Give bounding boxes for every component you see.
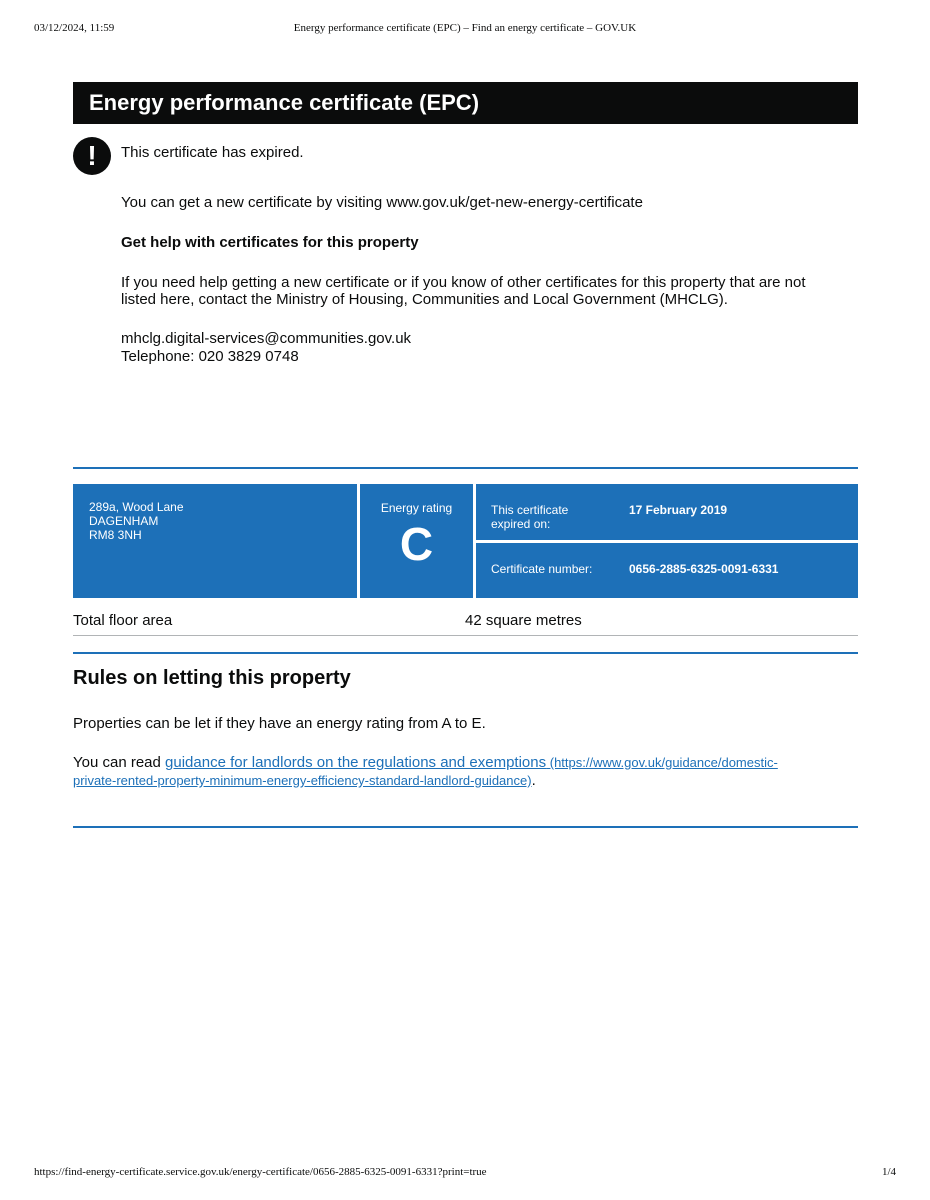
- letting-intro: Properties can be let if they have an energy rating from A to E.: [73, 715, 486, 732]
- guidance-link-url: private-rented-property-minimum-energy-efficiency-standard-landlord-guidance): [73, 773, 532, 788]
- floor-area-value: 42 square metres: [465, 612, 582, 629]
- expired-warning-text: This certificate has expired.: [121, 144, 304, 161]
- section-divider: [73, 652, 858, 654]
- floor-area-row: [73, 612, 858, 636]
- guidance-prefix: You can read: [73, 754, 166, 771]
- help-body-line1: If you need help getting a new certificate or if you know of other certificates for this property that are not: [121, 274, 806, 291]
- section-divider: [73, 467, 858, 469]
- energy-rating-value: C: [399, 518, 434, 570]
- print-datetime: 03/12/2024, 11:59: [34, 22, 115, 34]
- help-telephone: Telephone: 020 3829 0748: [121, 348, 299, 365]
- floor-area-label: Total floor area: [73, 612, 173, 629]
- expiry-label: [491, 503, 601, 531]
- energy-rating-label: Energy rating: [380, 501, 453, 515]
- print-page-title: Energy performance certificate (EPC) – Find an energy certificate – GOV.UK: [293, 22, 637, 34]
- expiry-label-line: expired on:: [491, 517, 551, 531]
- letting-guidance-paragraph: [73, 754, 858, 790]
- certificate-summary: [73, 484, 858, 598]
- guidance-link-text: guidance for landlords on the regulations and exemptions: [165, 754, 547, 771]
- new-certificate-text: You can get a new certificate by visiting www.gov.uk/get-new-energy-certificate: [121, 194, 643, 211]
- exclamation-icon: !: [73, 137, 111, 175]
- guidance-link[interactable]: [73, 754, 778, 789]
- certificate-number-box: [476, 543, 858, 598]
- certificate-number-label: Certificate number:: [491, 562, 593, 576]
- address-line: 289a, Wood Lane: [89, 500, 184, 514]
- address-line: DAGENHAM: [89, 514, 159, 528]
- page-title: Energy performance certificate (EPC): [73, 82, 858, 124]
- property-address: [73, 484, 357, 598]
- expiry-box: [476, 484, 858, 540]
- section-divider: [73, 826, 858, 828]
- print-header: [34, 22, 896, 36]
- energy-rating-box: [360, 484, 473, 598]
- print-url: https://find-energy-certificate.service.gov.uk/energy-certificate/0656-2885-6325-0091-6331?print=true: [34, 1166, 487, 1178]
- print-page-number: 1/4: [881, 1166, 896, 1178]
- print-footer: [34, 1166, 896, 1180]
- guidance-link-url: (https://www.gov.uk/guidance/domestic-: [546, 755, 778, 770]
- help-email: mhclg.digital-services@communities.gov.uk: [121, 330, 412, 347]
- help-heading: Get help with certificates for this property: [121, 234, 419, 251]
- expiry-date: 17 February 2019: [629, 503, 728, 517]
- address-line: RM8 3NH: [89, 528, 142, 542]
- guidance-suffix: .: [531, 772, 536, 789]
- help-body-line2: listed here, contact the Ministry of Housing, Communities and Local Government (MHCLG).: [121, 291, 728, 308]
- expiry-label-line: This certificate: [491, 503, 569, 517]
- certificate-number: 0656-2885-6325-0091-6331: [629, 562, 779, 576]
- letting-heading: Rules on letting this property: [73, 667, 351, 689]
